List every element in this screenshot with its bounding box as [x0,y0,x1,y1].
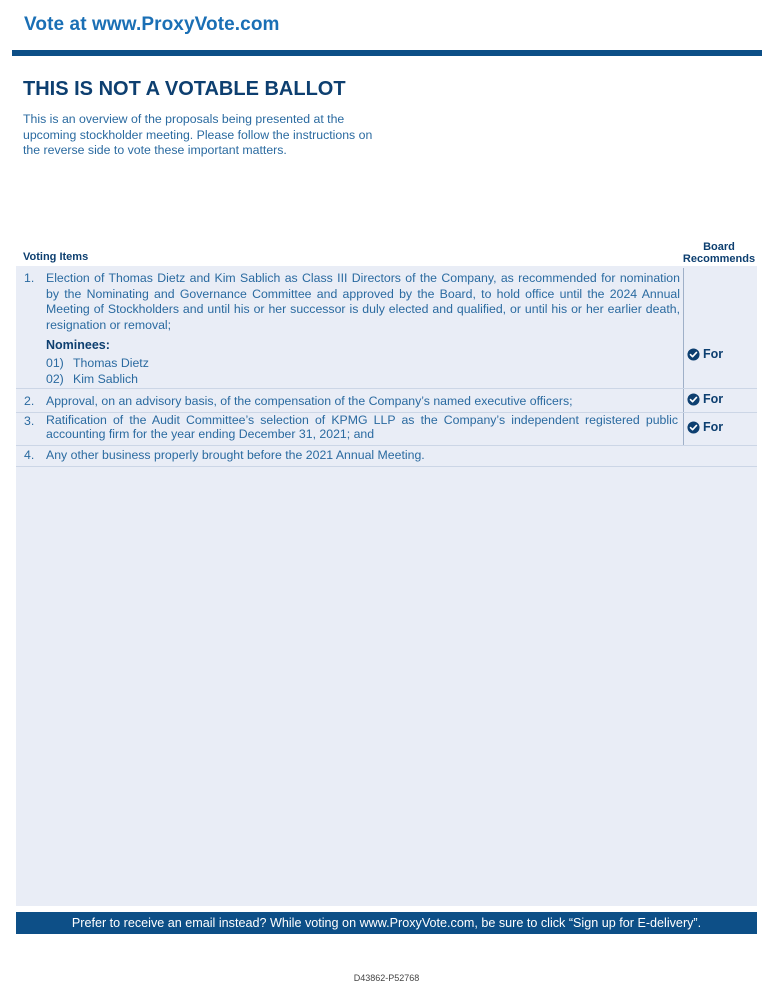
recommendation-label: For [703,392,724,406]
nominee [46,356,149,370]
check-circle-icon [687,348,700,361]
nominee-number: 01) [46,356,64,370]
item-number: 3. [24,414,35,428]
item-number: 2. [24,394,35,408]
board-header-line2: Recommends [682,253,756,265]
vote-link[interactable]: Vote at www.ProxyVote.com [24,14,280,35]
item-number: 4. [24,448,35,462]
nominee-name: Kim Sablich [73,372,138,386]
nominee-number: 02) [46,372,64,386]
column-header-board-recommends [679,241,759,265]
nominee [46,372,138,386]
column-divider [683,268,684,446]
item-text: Approval, on an advisory basis, of the compensation of the Company’s named executive officers; [46,394,573,408]
item-text: Election of Thomas Dietz and Kim Sablich as Class III Directors of the Company, as recommended for nomination by the Nominating and Governance Committee and approved by the Board, to hold office until the 2024 Annual Meeting of Stockholders and until his or her successor is duly elected and qualified, or until his or her earlier death, resignation or removal; [46,271,680,332]
recommendation [687,420,723,434]
check-circle-icon [687,393,700,406]
item-text: Ratification of the Audit Committee’s selection of KPMG LLP as the Company’s independent registered public accounting firm for the year ending December 31, 2021; and [46,413,678,441]
recommendation [687,392,723,406]
recommendation-label: For [703,420,724,434]
check-circle-icon [687,421,700,434]
item-text: Any other business properly brought before the 2021 Annual Meeting. [46,448,425,462]
recommendation [687,347,723,361]
column-header-voting-items: Voting Items [23,251,89,263]
nominee-name: Thomas Dietz [73,356,149,370]
item-number: 1. [24,271,35,285]
recommendation-label: For [703,347,724,361]
intro-text: This is an overview of the proposals being presented at the upcoming stockholder meeting. Please follow the instructions on the reverse side to vote these important matters. [23,112,373,157]
row-divider [16,445,757,446]
page-title: THIS IS NOT A VOTABLE BALLOT [23,78,346,100]
edelivery-banner: Prefer to receive an email instead? While voting on www.ProxyVote.com, be sure to click “Sign up for E-delivery”. [16,912,757,934]
header-rule [12,50,762,56]
nominees-label: Nominees: [46,338,110,352]
row-divider [16,388,757,389]
row-divider [16,466,757,467]
board-header-line1: Board [703,241,735,253]
document-id: D43862-P52768 [353,973,420,983]
